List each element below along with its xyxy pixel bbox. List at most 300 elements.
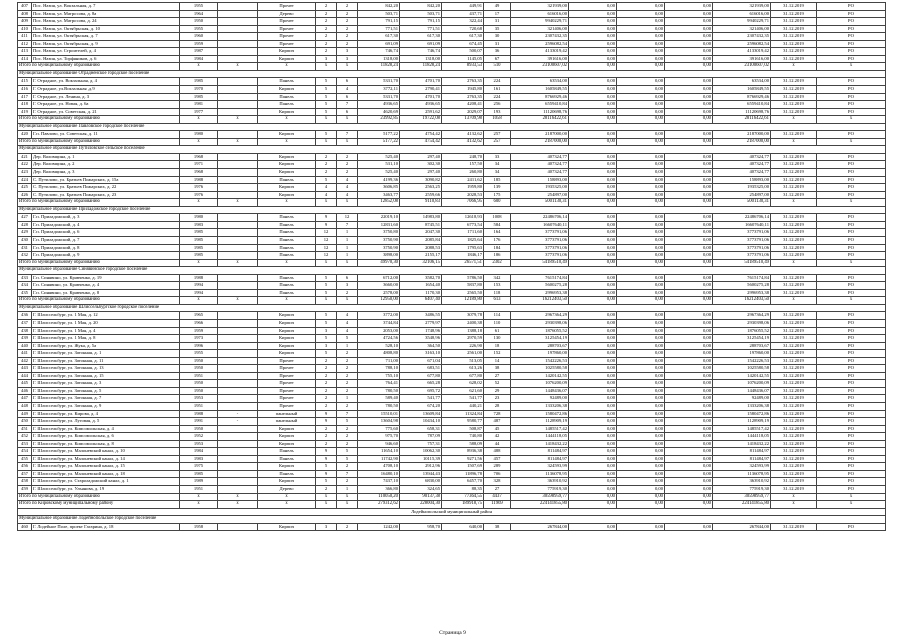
- table-cell: 0,00: [617, 221, 665, 229]
- table-cell: x: [218, 259, 258, 267]
- table-cell: 691,09: [400, 40, 442, 48]
- table-cell: Кирпич: [258, 86, 316, 94]
- table-cell: 0,00: [665, 357, 713, 365]
- table-cell: 1950: [180, 425, 218, 433]
- table-cell: 5: [316, 289, 337, 297]
- table-cell: 36: [484, 48, 511, 56]
- table-cell: 0,00: [665, 440, 713, 448]
- table-row: [18, 463, 886, 471]
- table-cell: 1542226,53: [511, 357, 569, 365]
- section-title: Муниципальное образование Лодейнопольское городское поселение: [18, 516, 886, 524]
- table-cell: 5: [316, 319, 337, 327]
- table-cell: 31: [484, 18, 511, 26]
- table-cell: 3773791,06: [511, 252, 569, 260]
- table-cell: 4133019,42: [511, 48, 569, 56]
- table-cell: 2187000,00: [713, 131, 771, 139]
- table-cell: 7: [337, 221, 358, 229]
- table-cell: 1985: [180, 78, 218, 86]
- table-cell: 63534,00: [713, 78, 771, 86]
- table-cell: 44: [484, 440, 511, 448]
- table-cell: 3660,00: [358, 282, 400, 290]
- table-cell: x: [258, 138, 316, 146]
- table-cell: 2596082,54: [511, 40, 569, 48]
- table-cell: 720,68: [442, 25, 484, 33]
- table-cell: 0,00: [665, 380, 713, 388]
- table-cell: x: [316, 493, 337, 501]
- table-cell: 434: [18, 282, 32, 290]
- table-cell: РО: [817, 48, 886, 56]
- table-cell: 420: [18, 131, 32, 139]
- section-header-row: [18, 70, 886, 78]
- table-cell: x: [218, 199, 258, 207]
- table-cell: 0,00: [617, 40, 665, 48]
- table-cell: 13709,98: [442, 116, 484, 124]
- table-cell: 49: [484, 3, 511, 11]
- table-cell: 0,00: [617, 455, 665, 463]
- table-cell: 525,40: [358, 169, 400, 177]
- table-cell: 0,00: [569, 282, 617, 290]
- table-cell: 7: [337, 101, 358, 109]
- table-cell: 27: [484, 486, 511, 494]
- table-cell: 0,00: [617, 486, 665, 494]
- table-cell: Г.п. Павлово, ул. Советская, д. 11: [32, 131, 180, 139]
- table-cell: x: [218, 493, 258, 501]
- table-cell: 5331,70: [358, 78, 400, 86]
- table-cell: 45: [484, 425, 511, 433]
- table-cell: 1945,80: [442, 86, 484, 94]
- table-cell: x: [817, 297, 886, 305]
- table-cell: 4199,36: [358, 176, 400, 184]
- table-cell: 0,00: [569, 40, 617, 48]
- table-cell: 7: [337, 470, 358, 478]
- table-cell: 0,00: [617, 10, 665, 18]
- table-cell: 613,26: [442, 365, 484, 373]
- table-cell: 38: [484, 365, 511, 373]
- table-cell: Г. Шлиссельбург, ул. Затонная, д. 15: [32, 372, 180, 380]
- table-cell: 0,00: [569, 380, 617, 388]
- table-cell: 2: [337, 523, 358, 531]
- table-cell: 0,00: [617, 169, 665, 177]
- table-cell: 297,40: [400, 153, 442, 161]
- table-cell: 31.12.2019: [771, 425, 817, 433]
- table-cell: 6: [337, 108, 358, 116]
- table-cell: 226,90: [442, 342, 484, 350]
- table-cell: 31.12.2019: [771, 221, 817, 229]
- table-cell: Панель: [258, 78, 316, 86]
- table-cell: Г. Шлиссельбург, ул. 1 Мая, д. 12: [32, 312, 180, 320]
- table-cell: 3079,78: [442, 312, 484, 320]
- table-cell: 15510,01: [358, 410, 400, 418]
- table-cell: 1448436,07: [511, 387, 569, 395]
- table-cell: 0,00: [665, 184, 713, 192]
- table-cell: 28: [484, 402, 511, 410]
- table-cell: 3773791,06: [511, 229, 569, 237]
- table-cell: Кирпич: [258, 350, 316, 358]
- table-cell: 459: [18, 486, 32, 494]
- table-cell: РО: [817, 387, 886, 395]
- table-cell: 35: [484, 25, 511, 33]
- table-cell: 1748,96: [400, 327, 442, 335]
- table-cell: Кирпич: [258, 478, 316, 486]
- table-cell: 728: [484, 410, 511, 418]
- table-cell: 433: [18, 274, 32, 282]
- table-cell: Г. Отрадное, ул.Вокзальная ,д.9: [32, 86, 180, 94]
- table-cell: 31.12.2019: [771, 410, 817, 418]
- table-cell: 775919,30: [713, 486, 771, 494]
- table-cell: 23100607,02: [713, 63, 771, 71]
- table-cell: Панель: [258, 214, 316, 222]
- table-cell: 30598959,77: [713, 493, 771, 501]
- table-cell: 14983,80: [400, 214, 442, 222]
- table-cell: РО: [817, 55, 886, 63]
- table-cell: 456: [18, 463, 32, 471]
- table-cell: 31.12.2019: [771, 312, 817, 320]
- table-cell: 2: [337, 18, 358, 26]
- table-row: [18, 244, 886, 252]
- table-cell: 0,00: [665, 236, 713, 244]
- table-cell: 2591,62: [400, 108, 442, 116]
- table-cell: 31.12.2019: [771, 395, 817, 403]
- table-cell: 0,00: [665, 418, 713, 426]
- table-cell: Кирпич: [258, 433, 316, 441]
- table-cell: 0,00: [617, 93, 665, 101]
- table-row: [18, 440, 886, 448]
- table-cell: x: [337, 116, 358, 124]
- table-cell: 0,00: [665, 282, 713, 290]
- subtotal-label: Итого по муниципальному образованию: [18, 63, 180, 71]
- table-cell: 321406,00: [511, 25, 569, 33]
- table-cell: [218, 48, 258, 56]
- table-cell: 2967364,29: [713, 312, 771, 320]
- table-cell: 421: [18, 153, 32, 161]
- table-cell: 248,70: [442, 153, 484, 161]
- table-cell: [218, 319, 258, 327]
- subtotal-row: [18, 199, 886, 207]
- table-cell: 811484,97: [713, 448, 771, 456]
- table-cell: 4701,70: [400, 78, 442, 86]
- table-cell: [218, 101, 258, 109]
- table-cell: 0,00: [617, 184, 665, 192]
- table-cell: 617,30: [358, 33, 400, 41]
- table-cell: 5: [316, 282, 337, 290]
- subtotal-label: Итого по муниципальному образованию: [18, 199, 180, 207]
- table-cell: 0,00: [617, 131, 665, 139]
- table-cell: [218, 425, 258, 433]
- table-cell: 1145,05: [442, 55, 484, 63]
- table-cell: 13944,43: [400, 470, 442, 478]
- table-cell: 418: [18, 101, 32, 109]
- table-cell: 1968: [180, 153, 218, 161]
- table-cell: 31.12.2019: [771, 274, 817, 282]
- table-cell: x: [817, 138, 886, 146]
- table-row: [18, 252, 886, 260]
- table-cell: 3463,77: [358, 191, 400, 199]
- table-cell: 1711,60: [442, 229, 484, 237]
- table-cell: 1988: [180, 410, 218, 418]
- table-cell: 2: [337, 387, 358, 395]
- table-cell: 22486706,14: [511, 214, 569, 222]
- table-cell: 8745,51: [400, 221, 442, 229]
- table-cell: 189918,75: [442, 501, 484, 509]
- table-cell: 12: [316, 229, 337, 237]
- table-cell: 441: [18, 350, 32, 358]
- table-cell: 5177,22: [358, 131, 400, 139]
- table-cell: 0,00: [665, 387, 713, 395]
- table-cell: Пос. Назия, ул. Вокзальная, д. 7: [32, 3, 180, 11]
- table-cell: 6830,00: [400, 478, 442, 486]
- table-cell: 2: [337, 10, 358, 18]
- table-cell: 1989: [180, 478, 218, 486]
- table-cell: 2: [337, 372, 358, 380]
- table-cell: 29: [484, 387, 511, 395]
- table-cell: Панель: [258, 176, 316, 184]
- table-body: [18, 3, 886, 531]
- table-cell: 0,00: [665, 463, 713, 471]
- table-cell: 407324,77: [511, 153, 569, 161]
- table-cell: 158893,00: [713, 176, 771, 184]
- table-cell: 457: [18, 470, 32, 478]
- table-cell: 0,00: [569, 63, 617, 71]
- table-cell: 3125454,19: [511, 335, 569, 343]
- table-cell: Г. Шлиссельбург, ул. Жука, д. 5а: [32, 342, 180, 350]
- table-cell: 0,00: [569, 221, 617, 229]
- table-row: [18, 153, 886, 161]
- table-cell: 407324,77: [511, 169, 569, 177]
- table-cell: 2: [316, 25, 337, 33]
- table-cell: [218, 153, 258, 161]
- table-cell: 3486,55: [400, 312, 442, 320]
- table-cell: x: [771, 259, 817, 267]
- table-cell: Г. Шлиссельбург, ул. Малоневский канал, д. 18: [32, 470, 180, 478]
- table-cell: 2: [316, 10, 337, 18]
- table-cell: 1: [337, 342, 358, 350]
- table-cell: 9: [316, 448, 337, 456]
- table-cell: 16607640,11: [511, 221, 569, 229]
- table-cell: 0,00: [617, 297, 665, 305]
- table-cell: 288703,67: [511, 342, 569, 350]
- table-cell: РО: [817, 184, 886, 192]
- table-cell: 711,00: [358, 357, 400, 365]
- table-cell: 0,00: [665, 18, 713, 26]
- table-cell: 4: [337, 319, 358, 327]
- table-cell: 0,00: [665, 259, 713, 267]
- table-cell: 780,50: [358, 387, 400, 395]
- table-cell: -: [218, 410, 258, 418]
- table-cell: РО: [817, 433, 886, 441]
- table-cell: 416: [18, 86, 32, 94]
- table-cell: 409: [18, 18, 32, 26]
- table-cell: Г. Шлиссельбург, ул. Ульянова, д. 19: [32, 486, 180, 494]
- table-cell: 510: [484, 63, 511, 71]
- table-cell: 38: [484, 523, 511, 531]
- table-cell: 1953: [180, 440, 218, 448]
- table-cell: 5: [316, 108, 337, 116]
- table-cell: 11742,90: [358, 455, 400, 463]
- table-cell: 31.12.2019: [771, 327, 817, 335]
- table-cell: С. Путилово, ул. Братьев Пожарских, д. 23: [32, 191, 180, 199]
- table-cell: 11828,24: [400, 63, 442, 71]
- table-cell: 1935325,00: [511, 184, 569, 192]
- table-cell: 431: [18, 244, 32, 252]
- table-cell: 755,10: [358, 372, 400, 380]
- table-cell: 224: [484, 93, 511, 101]
- table-cell: [218, 33, 258, 41]
- table-cell: 5: [316, 274, 337, 282]
- table-cell: x: [218, 501, 258, 509]
- table-cell: 16480,10: [358, 470, 400, 478]
- table-cell: 30598959,77: [511, 493, 569, 501]
- table-cell: 1580472,86: [511, 410, 569, 418]
- table-cell: 16607640,11: [713, 221, 771, 229]
- table-cell: 2: [337, 3, 358, 11]
- table-cell: Пос. Назия, ул. Октябрьская, д. 10: [32, 25, 180, 33]
- table-cell: 0,00: [569, 18, 617, 26]
- table-cell: 0,00: [665, 410, 713, 418]
- table-row: [18, 18, 886, 26]
- table-cell: [218, 372, 258, 380]
- table-cell: Прочее: [258, 402, 316, 410]
- table-cell: [218, 191, 258, 199]
- table-cell: 0,00: [665, 312, 713, 320]
- table-cell: 18: [484, 342, 511, 350]
- table-cell: 1418432,22: [511, 440, 569, 448]
- section-header-row: [18, 123, 886, 131]
- table-cell: 674,45: [442, 40, 484, 48]
- table-cell: 31.12.2019: [771, 486, 817, 494]
- table-cell: Прочее: [258, 3, 316, 11]
- table-cell: 412: [18, 40, 32, 48]
- table-cell: 0,00: [617, 18, 665, 26]
- table-cell: 0,00: [665, 214, 713, 222]
- table-cell: 23100607,02: [511, 63, 569, 71]
- table-cell: Г. Лодейное Поле, проект Гагарина, д. 18: [32, 523, 180, 531]
- table-cell: 4620,69: [358, 108, 400, 116]
- table-cell: 31.12.2019: [771, 463, 817, 471]
- table-cell: 67: [484, 55, 511, 63]
- table-cell: 0,00: [665, 138, 713, 146]
- subtotal-row: [18, 501, 886, 509]
- table-cell: 5: [337, 418, 358, 426]
- table-cell: 0,00: [665, 229, 713, 237]
- table-cell: 2085,84: [400, 236, 442, 244]
- table-cell: 161: [484, 86, 511, 94]
- table-cell: 445: [18, 380, 32, 388]
- table-cell: 9940229,71: [713, 18, 771, 26]
- subtotal-label: Итого по муниципальному образованию: [18, 259, 180, 267]
- table-cell: 1485517,42: [511, 425, 569, 433]
- table-cell: 2028,53: [442, 191, 484, 199]
- table-cell: 2930398,06: [713, 319, 771, 327]
- table-cell: 0,00: [569, 463, 617, 471]
- table-cell: 0,00: [569, 274, 617, 282]
- table-cell: 413: [18, 48, 32, 56]
- subtotal-row: [18, 259, 886, 267]
- table-cell: РО: [817, 380, 886, 388]
- table-cell: 0,00: [617, 236, 665, 244]
- section-title: Муниципальное образование Приладожское городское поселение: [18, 206, 886, 214]
- table-cell: 8766929,46: [713, 93, 771, 101]
- table-cell: x: [337, 297, 358, 305]
- table-cell: Кирпич: [258, 440, 316, 448]
- table-cell: x: [337, 63, 358, 71]
- table-cell: 842,20: [358, 3, 400, 11]
- table-cell: 153: [484, 282, 511, 290]
- table-cell: 1987: [180, 48, 218, 56]
- table-cell: 2: [337, 478, 358, 486]
- table-cell: 4754,42: [400, 131, 442, 139]
- table-cell: РО: [817, 221, 886, 229]
- table-cell: 257: [484, 138, 511, 146]
- table-cell: 0,00: [569, 478, 617, 486]
- table-cell: 419: [18, 108, 32, 116]
- table-cell: 439: [18, 335, 32, 343]
- table-cell: -: [218, 418, 258, 426]
- table-cell: РО: [817, 153, 886, 161]
- table-cell: 613: [484, 297, 511, 305]
- table-cell: 2: [337, 425, 358, 433]
- table-cell: 0,00: [569, 440, 617, 448]
- table-cell: Г.п. Приладожский, д. 8: [32, 244, 180, 252]
- table-cell: 0,00: [617, 259, 665, 267]
- table-cell: 0,00: [665, 342, 713, 350]
- table-cell: 0,00: [617, 214, 665, 222]
- table-cell: 0,00: [665, 40, 713, 48]
- table-cell: 1968: [180, 169, 218, 177]
- table-cell: x: [258, 501, 316, 509]
- table-cell: x: [817, 501, 886, 509]
- table-cell: 946,60: [358, 440, 400, 448]
- table-cell: Кирпич: [258, 463, 316, 471]
- subtotal-label: Итого по муниципальному образованию: [18, 138, 180, 146]
- table-row: [18, 289, 886, 297]
- table-cell: 42: [484, 433, 511, 441]
- table-cell: 1: [337, 395, 358, 403]
- table-cell: РО: [817, 101, 886, 109]
- table-cell: 0,00: [569, 116, 617, 124]
- table-cell: 6457,70: [442, 478, 484, 486]
- table-cell: 0,00: [665, 191, 713, 199]
- subtotal-label: Итого по Кировскому муниципальному району: [18, 501, 180, 509]
- table-cell: [218, 25, 258, 33]
- table-cell: 746,74: [400, 48, 442, 56]
- table-cell: 0,00: [569, 131, 617, 139]
- table-cell: 31.12.2019: [771, 161, 817, 169]
- table-cell: 787,09: [400, 433, 442, 441]
- table-cell: [218, 214, 258, 222]
- table-cell: 0,00: [665, 448, 713, 456]
- table-cell: 1950: [180, 387, 218, 395]
- subtotal-row: [18, 138, 886, 146]
- subtotal-row: [18, 116, 886, 124]
- table-cell: 0,00: [665, 501, 713, 509]
- table-cell: 13609,84: [400, 410, 442, 418]
- table-cell: 437,71: [442, 10, 484, 18]
- table-cell: 0,00: [617, 55, 665, 63]
- table-cell: 0,00: [617, 433, 665, 441]
- table-cell: 31.12.2019: [771, 153, 817, 161]
- table-cell: 4133019,42: [713, 48, 771, 56]
- table-cell: 0,00: [569, 55, 617, 63]
- table-cell: 2763,35: [442, 93, 484, 101]
- table-cell: 1654,40: [400, 282, 442, 290]
- table-cell: x: [258, 116, 316, 124]
- table-cell: 324,65: [400, 486, 442, 494]
- table-cell: РО: [817, 523, 886, 531]
- table-cell: 152: [484, 350, 511, 358]
- table-cell: x: [180, 63, 218, 71]
- table-cell: 2: [337, 33, 358, 41]
- table-cell: 0,00: [569, 501, 617, 509]
